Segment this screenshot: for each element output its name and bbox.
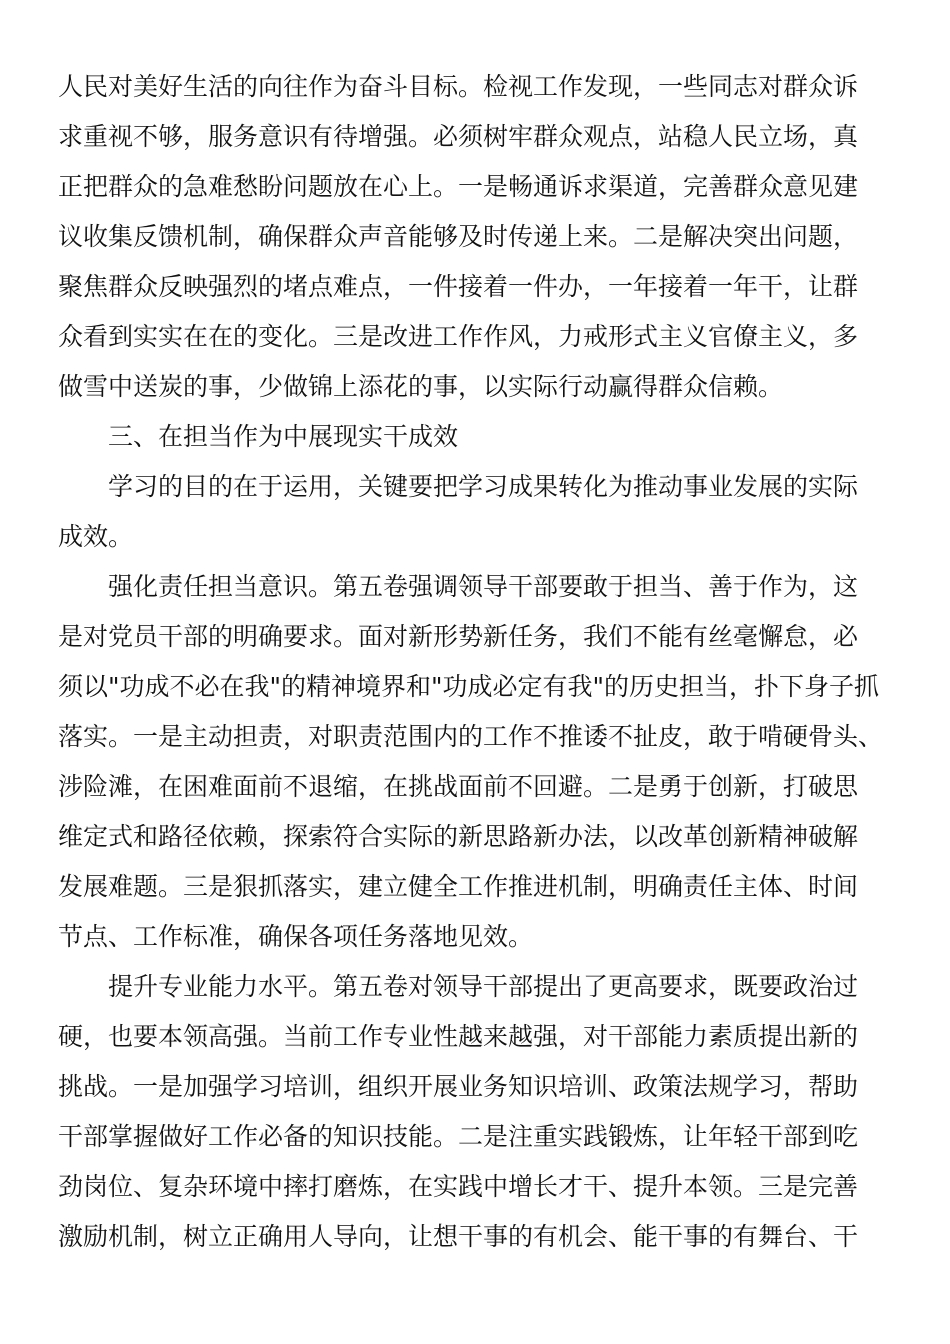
text-line: 劲岗位、复杂环境中摔打磨炼，在实践中增长才干、提升本领。三是完善	[58, 1172, 859, 1201]
text-line: 涉险滩，在困难面前不退缩，在挑战面前不回避。二是勇于创新，打破思	[58, 772, 859, 801]
text-line: 求重视不够，服务意识有待增强。必须树牢群众观点，站稳人民立场，真	[58, 122, 859, 151]
text-line: 聚焦群众反映强烈的堵点难点，一件接着一件办，一年接着一年干，让群	[58, 272, 859, 301]
text-line: 激励机制，树立正确用人导向，让想干事的有机会、能干事的有舞台、干	[58, 1222, 859, 1251]
paragraph-start-line: 强化责任担当意识。第五卷强调领导干部要敢于担当、善于作为，这	[108, 572, 859, 601]
text-line: 人民对美好生活的向往作为奋斗目标。检视工作发现，一些同志对群众诉	[58, 72, 859, 101]
document-body	[58, 62, 893, 1262]
section-heading: 三、在担当作为中展现实干成效	[108, 422, 459, 451]
text-line: 须以"功成不必在我"的精神境界和"功成必定有我"的历史担当，扑下身子抓	[58, 672, 879, 701]
text-line: 正把群众的急难愁盼问题放在心上。一是畅通诉求渠道，完善群众意见建	[58, 172, 859, 201]
text-line: 硬，也要本领高强。当前工作专业性越来越强，对干部能力素质提出新的	[58, 1022, 859, 1051]
text-line: 是对党员干部的明确要求。面对新形势新任务，我们不能有丝毫懈怠，必	[58, 622, 859, 651]
text-line: 节点、工作标准，确保各项任务落地见效。	[58, 922, 534, 951]
text-line: 议收集反馈机制，确保群众声音能够及时传递上来。二是解决突出问题，	[58, 222, 859, 251]
text-line: 落实。一是主动担责，对职责范围内的工作不推诿不扯皮，敢于啃硬骨头、	[58, 722, 884, 751]
paragraph-start-line: 学习的目的在于运用，关键要把学习成果转化为推动事业发展的实际	[108, 472, 859, 501]
text-line: 成效。	[58, 522, 134, 551]
text-line: 做雪中送炭的事，少做锦上添花的事，以实际行动赢得群众信赖。	[58, 372, 784, 401]
text-line: 挑战。一是加强学习培训，组织开展业务知识培训、政策法规学习，帮助	[58, 1072, 859, 1101]
text-line: 干部掌握做好工作必备的知识技能。二是注重实践锻炼，让年轻干部到吃	[58, 1122, 859, 1151]
paragraph-start-line: 提升专业能力水平。第五卷对领导干部提出了更高要求，既要政治过	[108, 972, 859, 1001]
text-line: 众看到实实在在的变化。三是改进工作作风，力戒形式主义官僚主义，多	[58, 322, 859, 351]
text-line: 维定式和路径依赖，探索符合实际的新思路新办法，以改革创新精神破解	[58, 822, 859, 851]
text-line: 发展难题。三是狠抓落实，建立健全工作推进机制，明确责任主体、时间	[58, 872, 859, 901]
